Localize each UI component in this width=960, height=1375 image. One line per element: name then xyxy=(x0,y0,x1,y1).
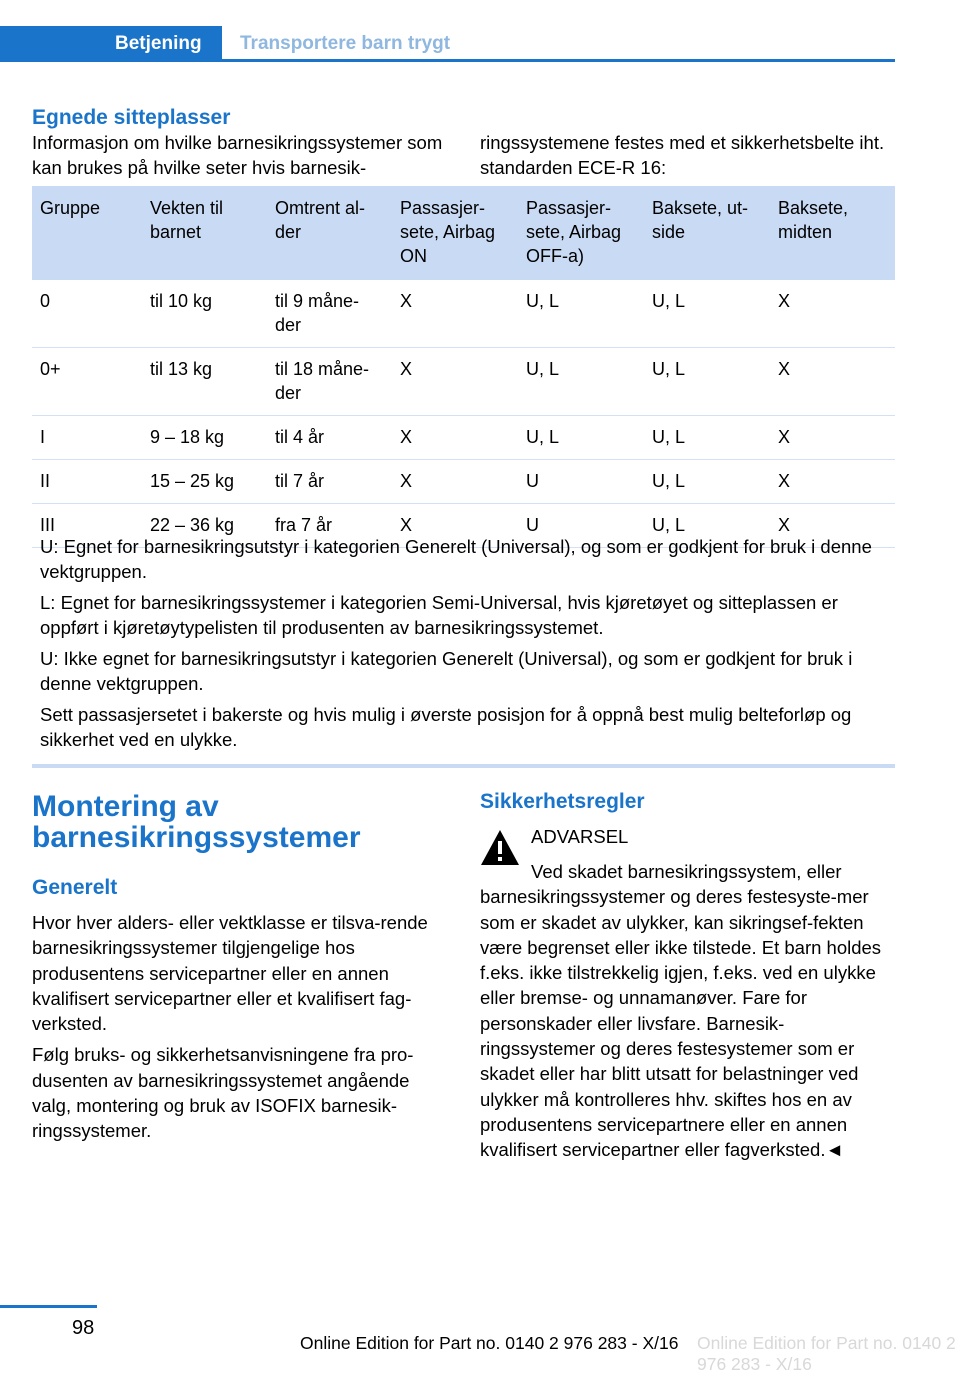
table-cell: U xyxy=(518,460,644,504)
table-cell: U, L xyxy=(518,416,644,460)
safety-title: Sikkerhetsregler xyxy=(480,790,645,813)
table-row xyxy=(32,348,895,416)
table-cell: X xyxy=(392,348,518,416)
table-cell: X xyxy=(770,460,895,504)
table-cell: U, L xyxy=(644,460,770,504)
seat-table xyxy=(32,186,895,548)
warning-text: Ved skadet barnesikringssystem, eller barnesikringssystemer og deres festesyste-mer som er skadet av ulykker, kan sikringsef-fekten være begrenset eller ikke tilstede. Et barn holdes f.eks. ikke tilstrekkelig igjen, f.eks. ved en ulykke eller bremse- og unnamanøver. Fare for personskader eller livsfare. Barnesik-ringssystemer og deres festesystemer som er skadet eller har blitt utsatt for belastninger ved ulykker må kontrolleres hhv. skiftes hos en av produsentens servicepartnere eller en annen kvalifisert servicepartner eller fagverksted.◄ xyxy=(480,861,882,1161)
table-notes xyxy=(32,534,895,758)
page-number: 98 xyxy=(72,1317,95,1339)
header-gruppe: Gruppe xyxy=(32,186,142,280)
note-u-not: U: Ikke egnet for barnesikringsutstyr i kategorien Generelt (Universal), og som er godkjent for bruk i denne vektgruppen. xyxy=(40,648,853,694)
table-cell: X xyxy=(392,416,518,460)
header-airbag-off: Passasjer-sete, Airbag OFF-a) xyxy=(518,186,644,280)
table-cell: til 18 måne-der xyxy=(267,348,392,416)
general-subtitle: Generelt xyxy=(32,876,118,899)
table-cell: 15 – 25 kg xyxy=(142,460,267,504)
table-row xyxy=(32,416,895,460)
note-seat: Sett passasjersetet i bakerste og hvis mulig i øverste posisjon for å oppnå best mulig belteforløp og sikkerhet ved en ulykke. xyxy=(40,704,852,750)
table-cell: U, L xyxy=(518,348,644,416)
table-header-row xyxy=(32,186,895,280)
table-cell: III xyxy=(32,504,142,548)
table-cell: fra 7 år xyxy=(267,504,392,548)
header-baksete-ut: Baksete, ut-side xyxy=(644,186,770,280)
header-airbag-on: Passasjer-sete, Airbag ON xyxy=(392,186,518,280)
section-divider xyxy=(32,764,895,768)
table-row xyxy=(32,280,895,348)
table-cell: X xyxy=(770,348,895,416)
table-cell: U xyxy=(518,504,644,548)
page-number-rule xyxy=(0,1305,97,1308)
table-row xyxy=(32,460,895,504)
table-cell: U, L xyxy=(644,280,770,348)
header-rule xyxy=(0,59,895,62)
watermark: Online Edition for Part no. 0140 2 976 283 - X/16 xyxy=(697,1333,956,1374)
table-cell: til 13 kg xyxy=(142,348,267,416)
edition-footer: Online Edition for Part no. 0140 2 976 283 - X/16 xyxy=(300,1333,679,1353)
header-vekten: Vekten til barnet xyxy=(142,186,267,280)
table-cell: U, L xyxy=(644,416,770,460)
warning-label: ADVARSEL xyxy=(531,826,629,847)
table-cell: 9 – 18 kg xyxy=(142,416,267,460)
page-header xyxy=(0,26,895,62)
table-cell: 0+ xyxy=(32,348,142,416)
table-cell: U, L xyxy=(644,504,770,548)
table-cell: U, L xyxy=(518,280,644,348)
table-cell: 22 – 36 kg xyxy=(142,504,267,548)
note-u: U: Egnet for barnesikringsutstyr i kategorien Generelt (Universal), og som er godkjent for bruk i denne vektgruppen. xyxy=(40,536,872,582)
table-cell: X xyxy=(392,460,518,504)
table-cell: X xyxy=(770,504,895,548)
header-baksete-midten: Baksete, midten xyxy=(770,186,895,280)
table-cell: til 10 kg xyxy=(142,280,267,348)
table-cell: II xyxy=(32,460,142,504)
mounting-body xyxy=(32,910,448,1150)
section-title: Egnede sitteplasser xyxy=(32,106,231,129)
mounting-title: Montering av barnesikringssystemer xyxy=(32,790,361,854)
tab-transportere-barn[interactable]: Transportere barn trygt xyxy=(240,33,451,54)
table-cell: til 4 år xyxy=(267,416,392,460)
intro-left: Informasjon om hvilke barnesikringssystemer som kan brukes på hvilke seter hvis barnesik- xyxy=(32,132,443,178)
header-alder: Omtrent al-der xyxy=(267,186,392,280)
mounting-para-1: Hvor hver alders- eller vektklasse er tilsva-rende barnesikringssystemer tilgjengelige hos produsentens servicepartner eller en annen kvalifisert servicepartner eller et kvalifisert fag-verksted. xyxy=(32,912,428,1035)
note-l: L: Egnet for barnesikringssystemer i kategorien Semi-Universal, hvis kjøretøyet og sitteplassen er oppført i kjøretøytypelisten til produsenten av barnesikringssystemet. xyxy=(40,592,838,638)
tab-betjening[interactable] xyxy=(0,26,222,62)
table-cell: til 9 måne-der xyxy=(267,280,392,348)
mounting-para-2: Følg bruks- og sikkerhetsanvisningene fra pro-dusenten av barnesikringssystemet angående valg, montering og bruk av ISOFIX barnesik-ringssystemer. xyxy=(32,1044,414,1142)
intro-right: ringssystemene festes med et sikkerhetsbelte iht. standarden ECE-R 16: xyxy=(480,132,885,178)
tab-betjening-label: Betjening xyxy=(115,33,202,54)
table-cell: X xyxy=(392,504,518,548)
table-cell: X xyxy=(770,280,895,348)
table-cell: 0 xyxy=(32,280,142,348)
table-cell: X xyxy=(770,416,895,460)
table-cell: X xyxy=(392,280,518,348)
table-cell: U, L xyxy=(644,348,770,416)
table-cell: I xyxy=(32,416,142,460)
table-cell: til 7 år xyxy=(267,460,392,504)
